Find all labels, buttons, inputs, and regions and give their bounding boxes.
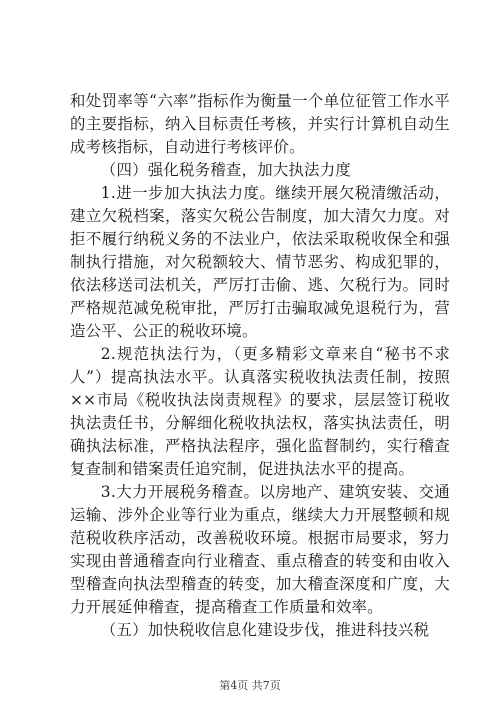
- document-body: [70, 90, 450, 642]
- paragraph-continuation: 和处罚率等“六率”指标作为衡量一个单位征管工作水平的主要指标，纳入目标责任考核，并实行计算机自动生成考核指标，自动进行考核评价。: [70, 92, 450, 156]
- paragraph-item-2: 2.规范执法行为，（更多精彩文章来自“秘书不求人”）提高执法水平。认真落实税收执法责任制，按照××市局《税收执法岗责规程》的要求，层层签订税收执法责任书，分解细化税收执法权，落实执法责任，明确执法标准，严格执法程序，强化监督制约，实行稽查复查制和错案责任追究制，促进执法水平的提高。: [70, 345, 450, 478]
- paragraph-item-1: 1.进一步加大执法力度。继续开展欠税清缴活动，建立欠税档案，落实欠税公告制度，加大清欠力度。对拒不履行纳税义务的不法业户，依法采取税收保全和强制执行措施，对欠税额较大、情节恶劣、构成犯罪的，依法移送司法机关，严厉打击偷、逃、欠税行为。同时严格规范减免税审批，严厉打击骗取减免退税行为，营造公平、公正的税收环境。: [70, 184, 450, 340]
- paragraph-item-3: 3.大力开展税务稽查。以房地产、建筑安装、交通运输、涉外企业等行业为重点，继续大力开展整顿和规范税收秩序活动，改善税收环境。根据市局要求，努力实现由普通稽查向行业稽查、重点稽查的转变和由收入型稽查向执法型稽查的转变，加大稽查深度和广度，大力开展延伸稽查，提高稽查工作质量和效率。: [70, 483, 450, 616]
- section-heading-four: （四）强化税务稽查，加大执法力度: [100, 161, 352, 179]
- section-heading-five: （五）加快税收信息化建设步伐，推进科技兴税: [100, 621, 430, 639]
- page-footer: 第4页 共7页: [219, 679, 281, 692]
